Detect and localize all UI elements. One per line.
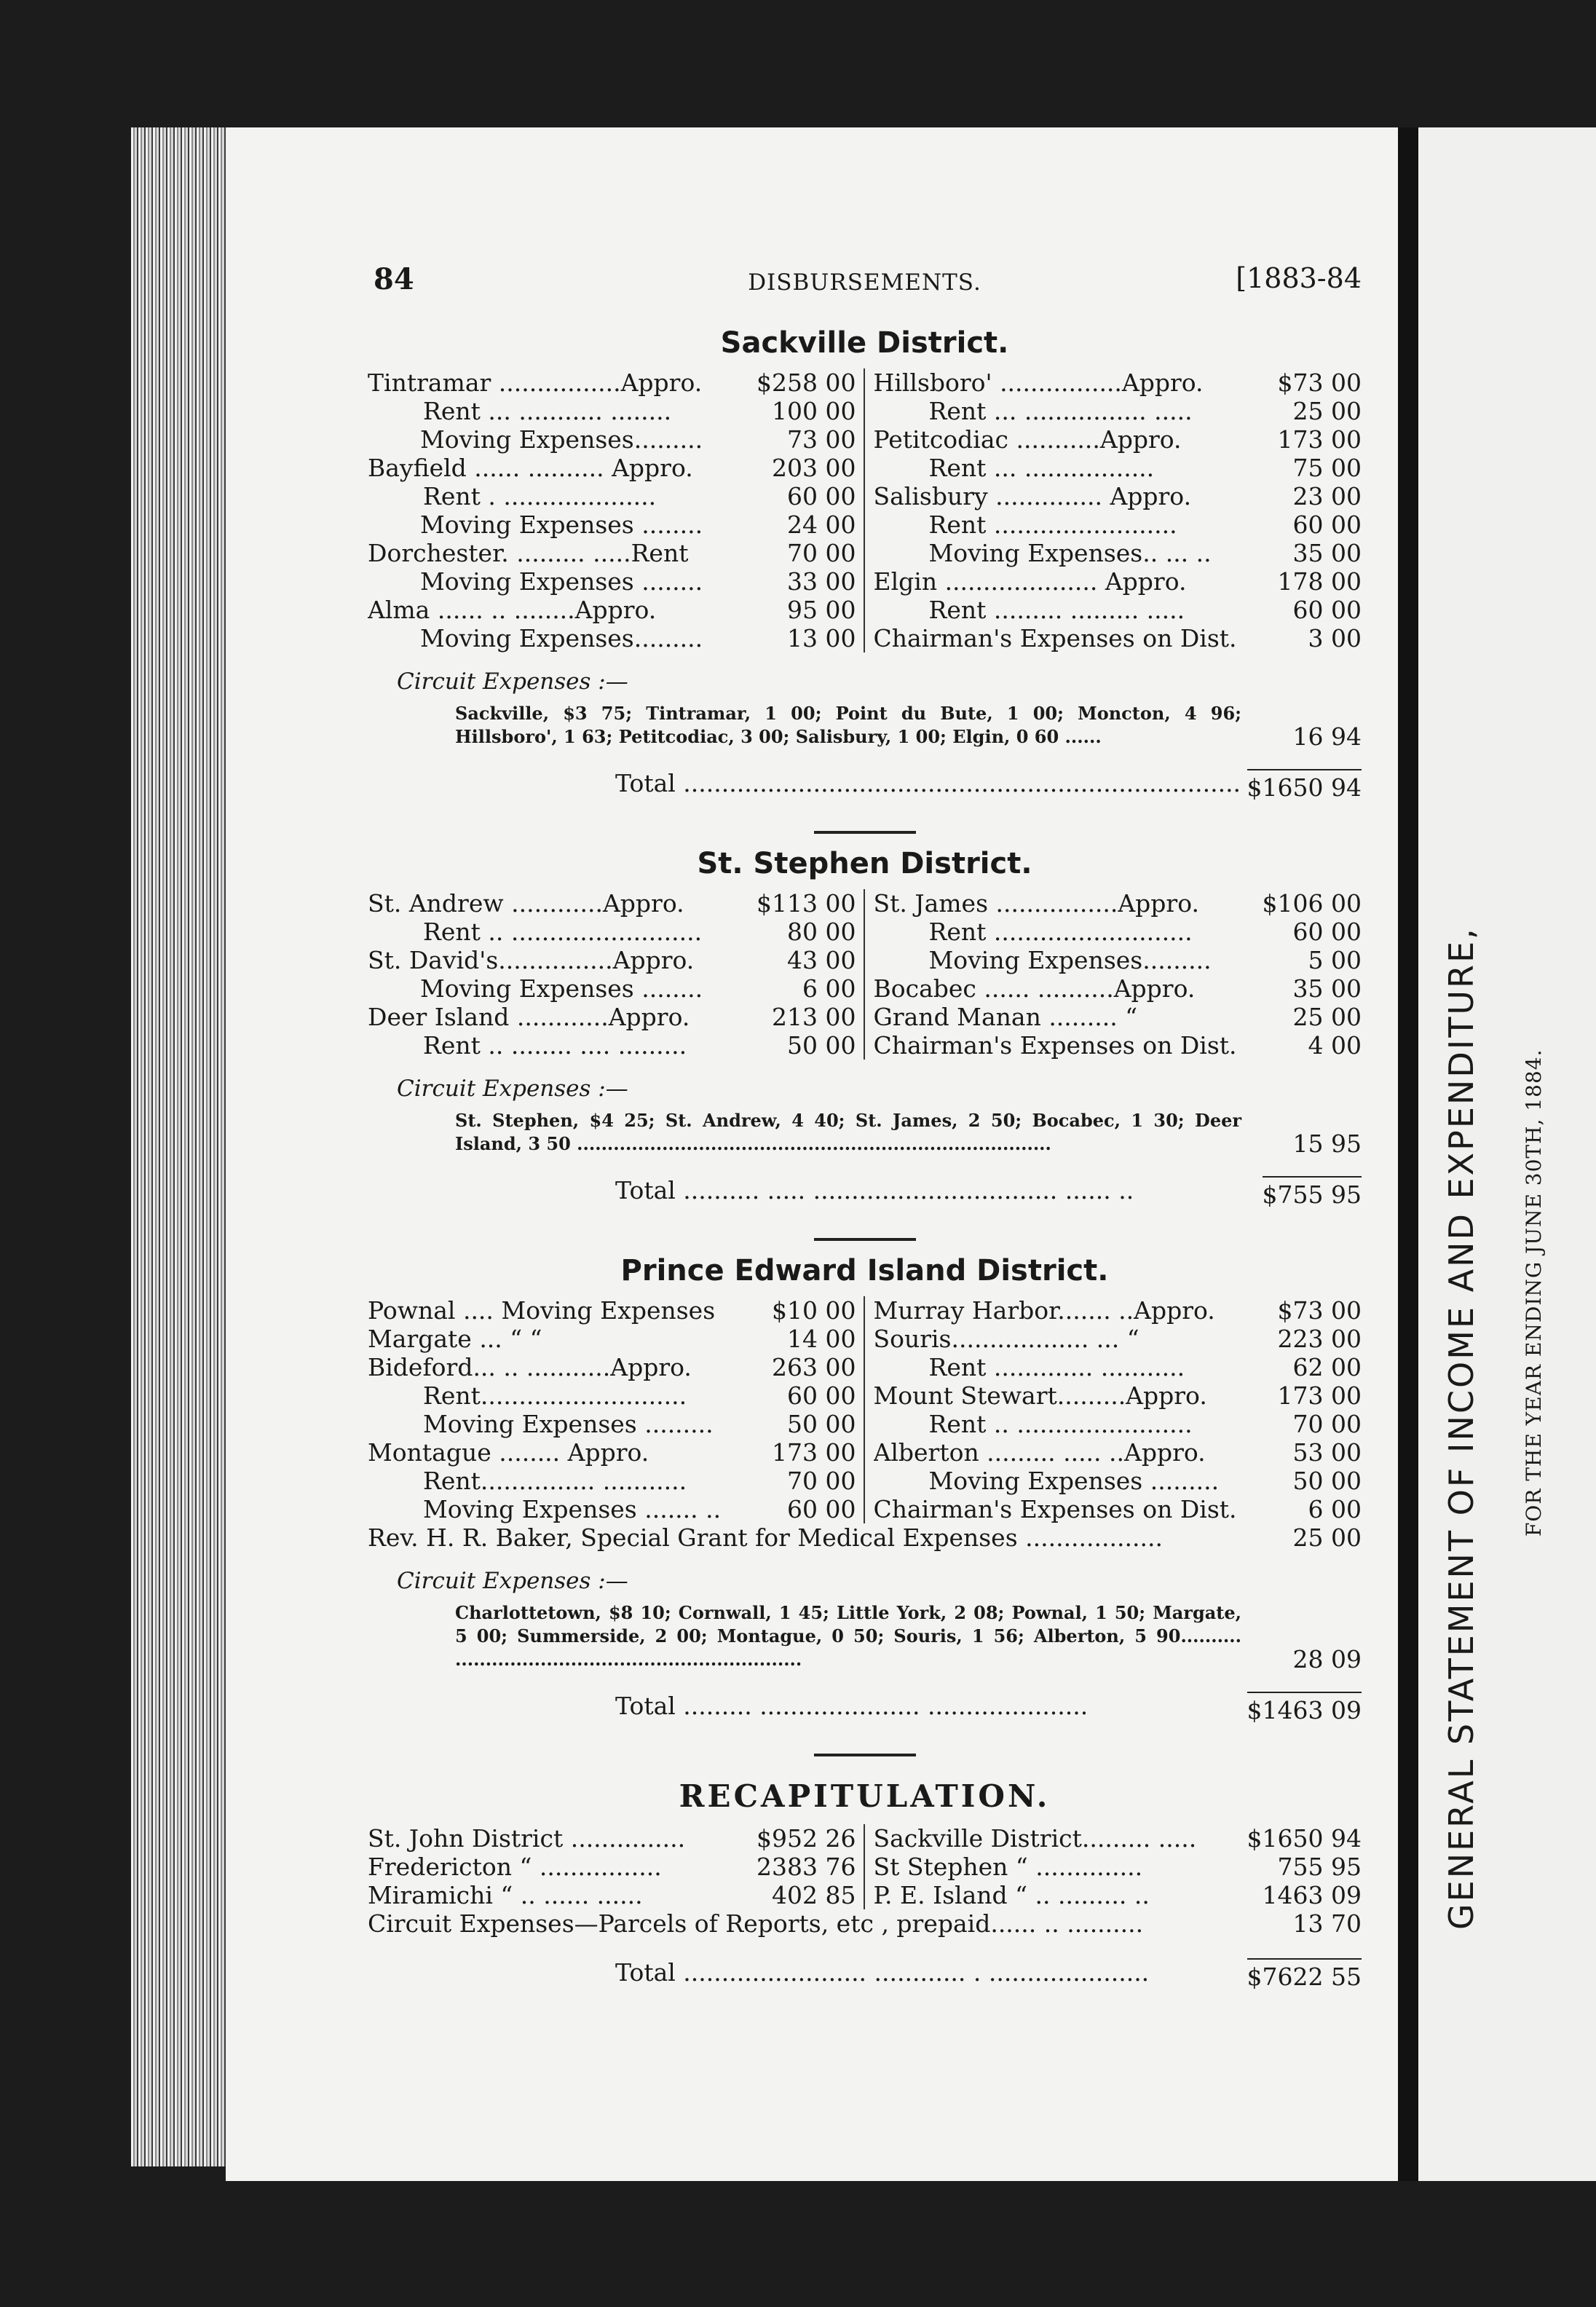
row-amount: 24 00 [787,510,856,539]
row-label: Rent........................... [423,1381,687,1410]
row-label: Montague ........ Appro. [368,1438,649,1467]
row-label: Rent ........................ [928,510,1177,539]
row-label: Rent ......... ......... ..... [928,596,1185,624]
ledger-row [874,974,1362,1003]
row-label: Petitcodiac ...........Appro. [873,425,1182,454]
circuit-label: Circuit Expenses :— [397,1076,628,1102]
row-label: Alma ...... .. ........Appro. [368,596,657,624]
total-row [368,1958,1362,1991]
circuit-amount: 16 94 [1292,722,1362,751]
row-label: Chairman's Expenses on Dist. [873,624,1237,652]
row-amount: $1650 94 [1247,1824,1362,1853]
total-amount: $1463 09 [1247,1692,1362,1724]
recap-circuit-amount: 13 70 [1292,1909,1362,1938]
row-amount: 43 00 [787,946,856,974]
row-amount: 100 00 [772,397,856,425]
row-label: Sackville District......... ..... [873,1824,1197,1853]
special-grant-row [368,1523,1362,1552]
row-label: P. E. Island “ .. ......... .. [873,1881,1150,1909]
circuit-label: Circuit Expenses :— [397,1568,628,1594]
row-label: Hillsboro' ................Appro. [873,368,1204,397]
row-amount: 3 00 [1308,624,1362,652]
row-label: Alberton ......... ..... ..Appro. [873,1438,1206,1467]
row-label: St. David's...............Appro. [368,946,695,974]
ledger-row [368,1881,856,1909]
row-amount: 2383 76 [756,1853,856,1881]
ledger-row [368,1495,856,1523]
ledger-row [368,889,856,918]
row-label: Souris.................. ... “ [873,1325,1139,1353]
section-divider [814,831,916,834]
ststephen-section [368,847,1362,1209]
total-amount: $755 95 [1263,1176,1362,1209]
row-label: Bocabec ...... ..........Appro. [873,974,1196,1003]
row-amount: 223 00 [1277,1325,1362,1353]
total-label: Total ........................ ............ . ..................... [615,1958,1150,1987]
ledger-row [874,624,1362,652]
left-column [368,889,865,1060]
ledger-row [368,1296,856,1325]
row-amount: $258 00 [756,368,856,397]
row-amount: 80 00 [787,918,856,946]
circuit-row [368,702,1362,749]
ledger-row [874,567,1362,596]
section-title: St. Stephen District. [697,847,1032,880]
total-label: Total ......................................................................... [615,769,1241,797]
page-number: 84 [374,262,414,296]
ledger-row [368,1353,856,1381]
ledger-row [368,397,856,425]
special-grant-label: Rev. H. R. Baker, Special Grant for Medical Expenses .................. [368,1523,1163,1552]
side-subtitle: FOR THE YEAR ENDING JUNE 30TH, 1884. [1522,1049,1546,1537]
total-row [368,1176,1362,1209]
row-amount: 33 00 [787,567,856,596]
ledger-row [874,1410,1362,1438]
ledger-content [368,262,1362,1991]
circuit-label: Circuit Expenses :— [397,669,628,695]
row-amount: 75 00 [1292,454,1362,482]
recap-section [368,1778,1362,1991]
row-amount: 13 00 [787,624,856,652]
row-amount: 70 00 [787,539,856,567]
row-amount: 73 00 [787,425,856,454]
total-amount: $1650 94 [1247,769,1362,802]
special-grant-amount: 25 00 [1292,1523,1362,1552]
ledger-row [874,510,1362,539]
row-label: Rent .. ........ .... ......... [423,1031,687,1060]
row-amount: 173 00 [772,1438,856,1467]
ledger-row [874,397,1362,425]
row-label: Dorchester. ......... .....Rent [368,539,689,567]
row-label: Rent ... ........... ........ [423,397,672,425]
row-amount: 60 00 [787,482,856,510]
row-amount: $73 00 [1277,368,1362,397]
ledger-row [874,1824,1362,1853]
row-label: Miramichi “ .. ...... ...... [368,1881,643,1909]
row-amount: 4 00 [1308,1031,1362,1060]
pei-section [368,1254,1362,1724]
row-label: Elgin .................... Appro. [873,567,1187,596]
row-label: Mount Stewart.........Appro. [873,1381,1207,1410]
ledger-row [874,425,1362,454]
ledger-row [874,1296,1362,1325]
ledger-row [874,889,1362,918]
row-label: Salisbury .............. Appro. [873,482,1192,510]
row-label: Moving Expenses......... [420,425,703,454]
row-amount: 23 00 [1292,482,1362,510]
row-label: Moving Expenses ........ [420,974,703,1003]
row-amount: 755 95 [1277,1853,1362,1881]
ledger-row [368,1381,856,1410]
row-amount: 53 00 [1292,1438,1362,1467]
row-amount: 60 00 [1292,510,1362,539]
ledger-row [874,1381,1362,1410]
ledger-row [368,1467,856,1495]
circuit-amount: 28 09 [1292,1645,1362,1673]
row-label: Moving Expenses ........ [420,510,703,539]
ledger-row [874,946,1362,974]
row-amount: 50 00 [787,1031,856,1060]
left-column [368,368,865,652]
row-label: Grand Manan ......... “ [873,1003,1138,1031]
circuit-amount: 15 95 [1292,1129,1362,1158]
row-label: Bideford... .. ...........Appro. [368,1353,692,1381]
ledger-row [874,539,1362,567]
ledger-row [368,918,856,946]
row-label: Rent............... ........... [423,1467,687,1495]
row-amount: 14 00 [787,1325,856,1353]
ledger-row [874,1325,1362,1353]
left-column [368,1296,865,1523]
ledger-row [874,368,1362,397]
row-amount: 173 00 [1277,1381,1362,1410]
ledger-row [368,539,856,567]
row-label: Fredericton “ ................ [368,1853,662,1881]
ledger-row [368,1410,856,1438]
circuit-row [368,1601,1362,1671]
total-label: Total ......... ..................... ..................... [615,1692,1089,1720]
row-amount: $10 00 [772,1296,856,1325]
ledger-row [874,1353,1362,1381]
ledger-row [368,1031,856,1060]
row-label: Rent ... ................. [928,454,1155,482]
section-divider [814,1754,916,1756]
ledger-row [874,454,1362,482]
row-label: Murray Harbor....... ..Appro. [873,1296,1215,1325]
row-amount: 35 00 [1292,974,1362,1003]
page-heading: DISBURSEMENTS. [748,269,981,296]
row-label: Moving Expenses ......... [423,1410,714,1438]
ledger-row [874,596,1362,624]
row-label: St. Andrew ............Appro. [368,889,684,918]
circuit-row [368,1109,1362,1156]
section-title: Prince Edward Island District. [620,1254,1109,1287]
row-label: Rent .. ....................... [928,1410,1193,1438]
row-label: Moving Expenses ........ [420,567,703,596]
right-column [865,889,1362,1060]
row-amount: 50 00 [1292,1467,1362,1495]
recap-circuit-label: Circuit Expenses—Parcels of Reports, etc , prepaid...... .. .......... [368,1909,1144,1938]
row-label: Moving Expenses......... [928,946,1212,974]
right-column [865,368,1362,652]
row-label: Rent .. ......................... [423,918,703,946]
row-amount: 178 00 [1277,567,1362,596]
left-column [368,1824,865,1909]
row-amount: 203 00 [772,454,856,482]
recap-title: RECAPITULATION. [679,1778,1051,1814]
row-amount: 213 00 [772,1003,856,1031]
row-label: Rent ... ................ ..... [928,397,1193,425]
ledger-row [874,1003,1362,1031]
row-label: Margate ... “ “ [368,1325,542,1353]
row-label: Rent .......................... [928,918,1193,946]
ledger-row [368,567,856,596]
right-column [865,1824,1362,1909]
ledger-row [368,974,856,1003]
right-column [865,1296,1362,1523]
row-amount: 6 00 [1308,1495,1362,1523]
page-year: [1883-84 [1236,262,1362,294]
circuit-text: Sackville, $3 75; Tintramar, 1 00; Point du Bute, 1 00; Moncton, 4 96; Hillsboro', 1 63; Petitcodiac, 3 00; Salisbury, 1 00; Elgin, 0 60 ...... [455,703,1241,747]
row-amount: 60 00 [1292,918,1362,946]
ledger-row [368,1003,856,1031]
ledger-row [368,368,856,397]
row-label: Deer Island ............Appro. [368,1003,690,1031]
ledger-row [368,482,856,510]
row-amount: 70 00 [787,1467,856,1495]
total-row [368,769,1362,802]
row-label: Rent . .................... [423,482,657,510]
row-amount: 70 00 [1292,1410,1362,1438]
total-amount: $7622 55 [1247,1958,1362,1991]
row-amount: $73 00 [1277,1296,1362,1325]
row-label: Pownal .... Moving Expenses [368,1296,716,1325]
row-label: Moving Expenses ......... [928,1467,1220,1495]
row-amount: 1463 09 [1262,1881,1362,1909]
recap-circuit-row [368,1909,1362,1938]
ledger-row [874,1031,1362,1060]
row-amount: 25 00 [1292,1003,1362,1031]
row-label: St. John District ............... [368,1824,686,1853]
row-label: Chairman's Expenses on Dist. [873,1031,1237,1060]
row-label: Rent ............. ........... [928,1353,1185,1381]
section-title: Sackville District. [720,326,1009,360]
row-amount: 60 00 [787,1495,856,1523]
ledger-row [368,596,856,624]
ledger-row [874,918,1362,946]
ledger-row [368,624,856,652]
ledger-row [368,946,856,974]
sackville-section [368,326,1362,802]
ledger-row [874,1467,1362,1495]
ledger-row [368,1853,856,1881]
ledger-row [368,425,856,454]
side-title: GENERAL STATEMENT OF INCOME AND EXPENDITURE, [1442,926,1481,1930]
row-amount: 62 00 [1292,1353,1362,1381]
row-label: Moving Expenses.. ... .. [928,539,1212,567]
book-spine [1398,127,1418,2181]
ledger-row [368,1325,856,1353]
row-amount: $952 26 [756,1824,856,1853]
row-amount: 6 00 [802,974,856,1003]
row-amount: 402 85 [772,1881,856,1909]
ledger-row [368,1438,856,1467]
ledger-row [874,1495,1362,1523]
row-amount: 263 00 [772,1353,856,1381]
row-label: Chairman's Expenses on Dist. [873,1495,1237,1523]
row-amount: 50 00 [787,1410,856,1438]
row-amount: $106 00 [1262,889,1362,918]
page-edges [131,127,226,2166]
row-label: Moving Expenses......... [420,624,703,652]
row-amount: 25 00 [1292,397,1362,425]
total-row [368,1692,1362,1724]
ledger-row [874,1438,1362,1467]
row-label: St Stephen “ .............. [873,1853,1143,1881]
row-label: Tintramar ................Appro. [368,368,703,397]
row-amount: $113 00 [756,889,856,918]
row-amount: 5 00 [1308,946,1362,974]
row-label: Bayfield ...... .......... Appro. [368,454,693,482]
row-amount: 173 00 [1277,425,1362,454]
row-amount: 35 00 [1292,539,1362,567]
section-divider [814,1238,916,1241]
ledger-row [368,454,856,482]
circuit-text: Charlottetown, $8 10; Cornwall, 1 45; Little York, 2 08; Pownal, 1 50; Margate, 5 00; Summerside, 2 00; Montague, 0 50; Souris, 1 56; Alberton, 5 90.......... ......................................................... [455,1602,1241,1670]
row-amount: 95 00 [787,596,856,624]
ledger-row [368,1824,856,1853]
circuit-text: St. Stephen, $4 25; St. Andrew, 4 40; St. James, 2 50; Bocabec, 1 30; Deer Island, 3 50 .............................................................................. [455,1110,1241,1154]
row-amount: 60 00 [787,1381,856,1410]
ledger-row [874,1853,1362,1881]
page-header [368,262,1362,313]
ledger-row [874,1881,1362,1909]
total-label: Total .......... ..... ................................ ...... .. [615,1176,1134,1204]
row-label: Moving Expenses ....... .. [423,1495,722,1523]
ledger-row [368,510,856,539]
row-label: St. James ................Appro. [873,889,1199,918]
ledger-row [874,482,1362,510]
row-amount: 60 00 [1292,596,1362,624]
